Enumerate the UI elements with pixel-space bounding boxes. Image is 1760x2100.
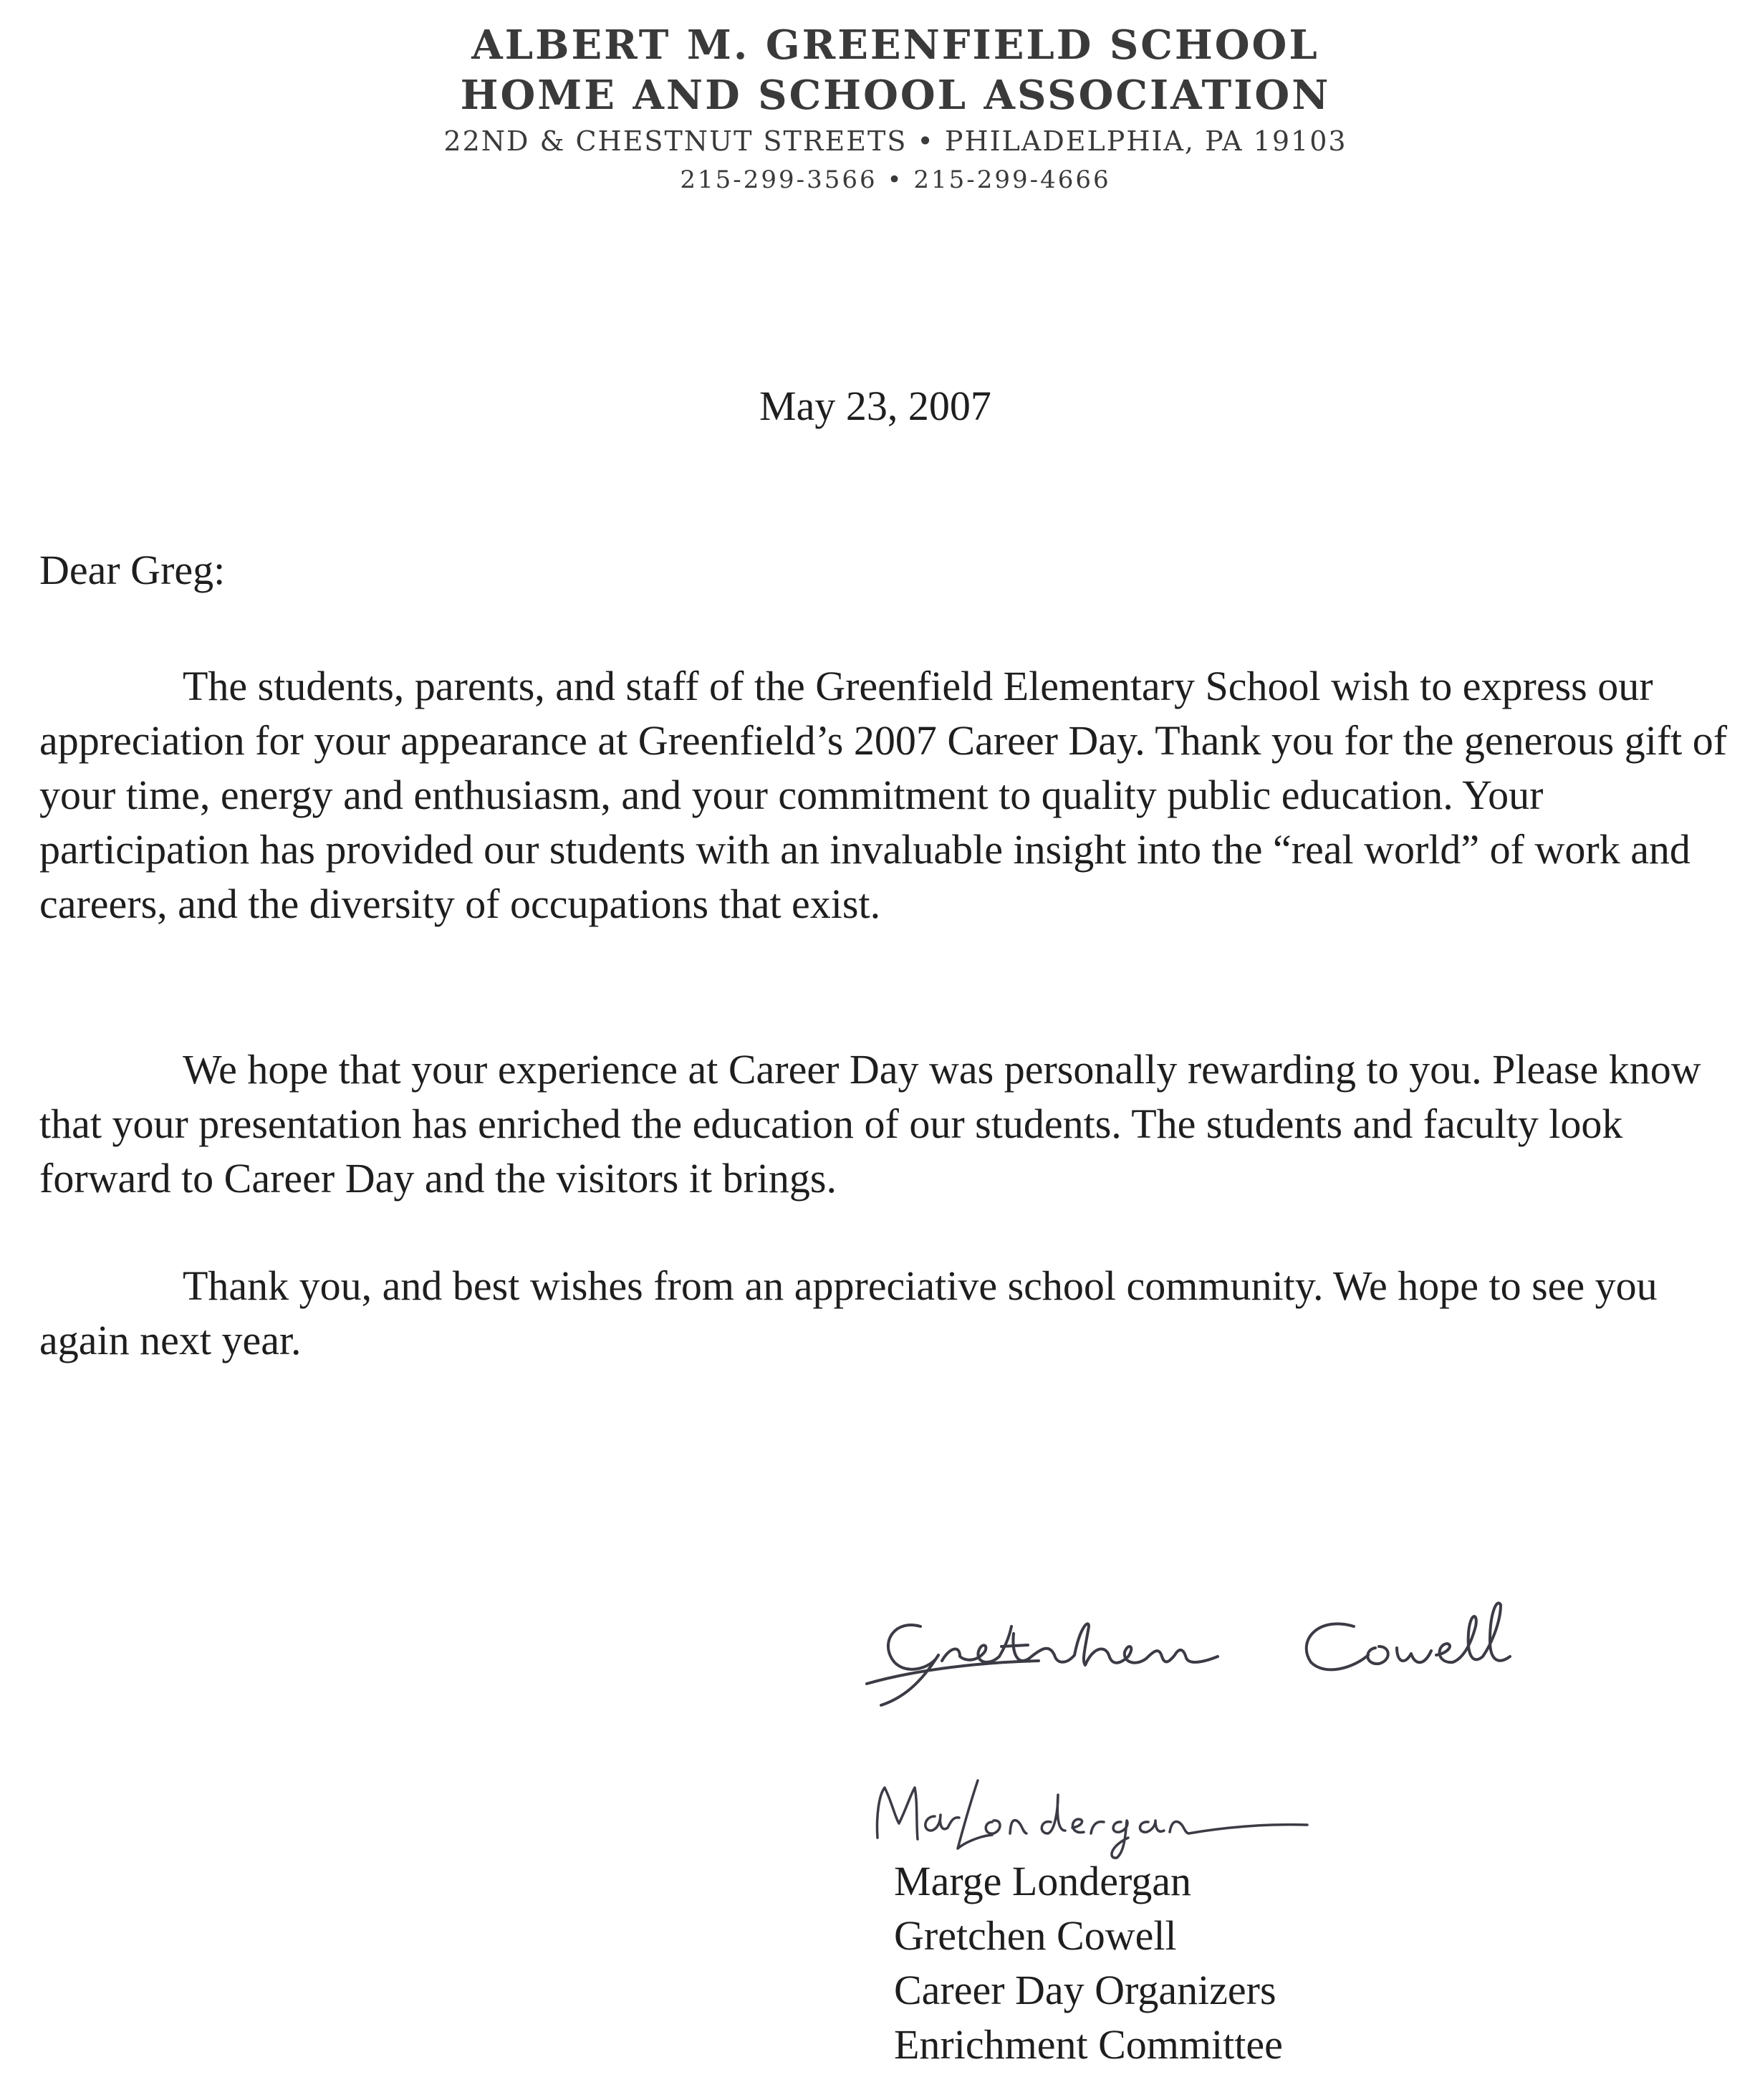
closing-title-1: Career Day Organizers	[894, 1967, 1276, 2013]
body-paragraph-3	[39, 1259, 1748, 1368]
closing-name-2: Gretchen Cowell	[894, 1912, 1177, 1959]
body-paragraph-3-text: Thank you, and best wishes from an appreciative school community. We hope to see you again next year.	[39, 1262, 1658, 1363]
salutation: Dear Greg:	[39, 547, 226, 593]
letterhead-address: 22ND & CHESTNUT STREETS • PHILADELPHIA, PA 19103	[443, 125, 1347, 157]
body-paragraph-1-text: The students, parents, and staff of the Greenfield Elementary School wish to express our appreciation for your appearance at Greenfield’s 2007 Career Day. Thank you for the generous gift of your time, energy and enthusiasm, and your commitment to quality public education. Your participation has provided our students with an invaluable insight into the “real world” of work and careers, and the diversity of occupations that exist.	[39, 663, 1728, 927]
letterhead-phones: 215-299-3566 • 215-299-4666	[680, 166, 1111, 194]
body-paragraph-1	[39, 659, 1748, 931]
closing-block	[894, 1854, 1283, 2072]
letter-date: May 23, 2007	[759, 383, 991, 429]
signature-cowell	[852, 1576, 1655, 1734]
closing-title-2: Enrichment Committee	[894, 2021, 1283, 2068]
body-paragraph-2	[39, 1042, 1748, 1206]
letterhead-school-name: ALBERT M. GREENFIELD SCHOOL	[471, 21, 1319, 69]
letterhead-association: HOME AND SCHOOL ASSOCIATION	[460, 72, 1331, 119]
letterhead	[287, 20, 1504, 198]
closing-name-1: Marge Londergan	[894, 1858, 1192, 1904]
body-paragraph-2-text: We hope that your experience at Career Day was personally rewarding to you. Please know that your presentation has enriched the education of our students. The students and faculty look forward to Career Day and the visitors it brings.	[39, 1046, 1701, 1202]
signature-londergan	[863, 1759, 1336, 1866]
